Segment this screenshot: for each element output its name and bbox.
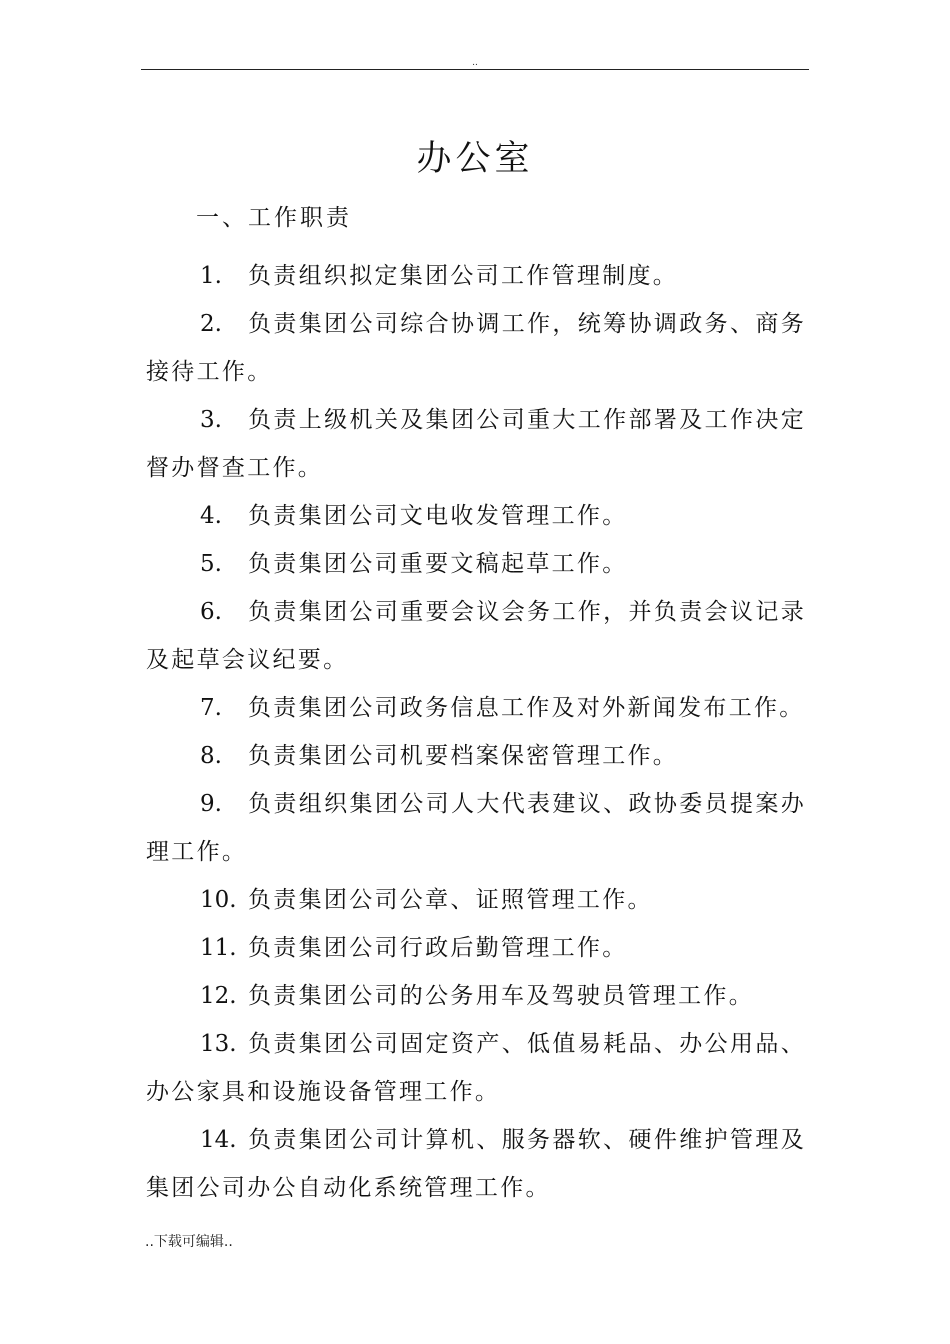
duty-item-5 bbox=[146, 540, 806, 588]
duty-number: 13. bbox=[200, 1031, 237, 1057]
header-rule bbox=[141, 69, 809, 70]
duty-number: 6. bbox=[200, 599, 222, 625]
duty-item-1 bbox=[146, 252, 806, 300]
duty-number: 11. bbox=[200, 935, 237, 961]
duty-text: 负责集团公司重要文稿起草工作。 bbox=[248, 551, 628, 577]
duty-number: 10. bbox=[200, 887, 237, 913]
duty-text: 负责集团公司文电收发管理工作。 bbox=[248, 503, 628, 529]
page-footer-mark: ..下载可编辑.. bbox=[145, 1234, 233, 1250]
duty-list bbox=[146, 252, 806, 1212]
document-title: 办公室 bbox=[416, 139, 534, 179]
duty-text: 负责集团公司固定资产、低值易耗品、办公用品、办公家具和设施设备管理工作。 bbox=[146, 1031, 806, 1105]
duty-text: 负责组织拟定集团公司工作管理制度。 bbox=[248, 263, 679, 289]
duty-number: 1. bbox=[200, 263, 222, 289]
duty-item-7 bbox=[146, 684, 806, 732]
duty-item-2 bbox=[146, 300, 806, 396]
duty-item-3 bbox=[146, 396, 806, 492]
duty-item-11 bbox=[146, 924, 806, 972]
duty-text: 负责上级机关及集团公司重大工作部署及工作决定督办督查工作。 bbox=[146, 407, 806, 481]
duty-text: 负责集团公司公章、证照管理工作。 bbox=[248, 887, 653, 913]
page-header-mark: .. bbox=[472, 58, 478, 68]
duty-item-12 bbox=[146, 972, 806, 1020]
duty-number: 5. bbox=[200, 551, 222, 577]
duty-text: 负责集团公司政务信息工作及对外新闻发布工作。 bbox=[248, 695, 805, 721]
duty-item-8 bbox=[146, 732, 806, 780]
duty-item-9 bbox=[146, 780, 806, 876]
duty-number: 8. bbox=[200, 743, 222, 769]
duty-number: 4. bbox=[200, 503, 222, 529]
duty-number: 7. bbox=[200, 695, 222, 721]
duty-item-14 bbox=[146, 1116, 806, 1212]
duty-number: 2. bbox=[200, 311, 222, 337]
duty-text: 负责集团公司机要档案保密管理工作。 bbox=[248, 743, 679, 769]
duty-number: 12. bbox=[200, 983, 237, 1009]
duty-item-6 bbox=[146, 588, 806, 684]
duty-text: 负责组织集团公司人大代表建议、政协委员提案办理工作。 bbox=[146, 791, 806, 865]
duty-text: 负责集团公司行政后勤管理工作。 bbox=[248, 935, 628, 961]
duty-text: 负责集团公司重要会议会务工作，并负责会议记录及起草会议纪要。 bbox=[146, 599, 806, 673]
duty-number: 9. bbox=[200, 791, 222, 817]
duty-number: 3. bbox=[200, 407, 222, 433]
duty-item-10 bbox=[146, 876, 806, 924]
duty-item-13 bbox=[146, 1020, 806, 1116]
duty-text: 负责集团公司计算机、服务器软、硬件维护管理及集团公司办公自动化系统管理工作。 bbox=[146, 1127, 806, 1201]
duty-item-4 bbox=[146, 492, 806, 540]
duty-number: 14. bbox=[200, 1127, 237, 1153]
section-heading: 一、工作职责 bbox=[196, 205, 352, 231]
duty-text: 负责集团公司综合协调工作，统筹协调政务、商务接待工作。 bbox=[146, 311, 806, 385]
duty-text: 负责集团公司的公务用车及驾驶员管理工作。 bbox=[248, 983, 754, 1009]
